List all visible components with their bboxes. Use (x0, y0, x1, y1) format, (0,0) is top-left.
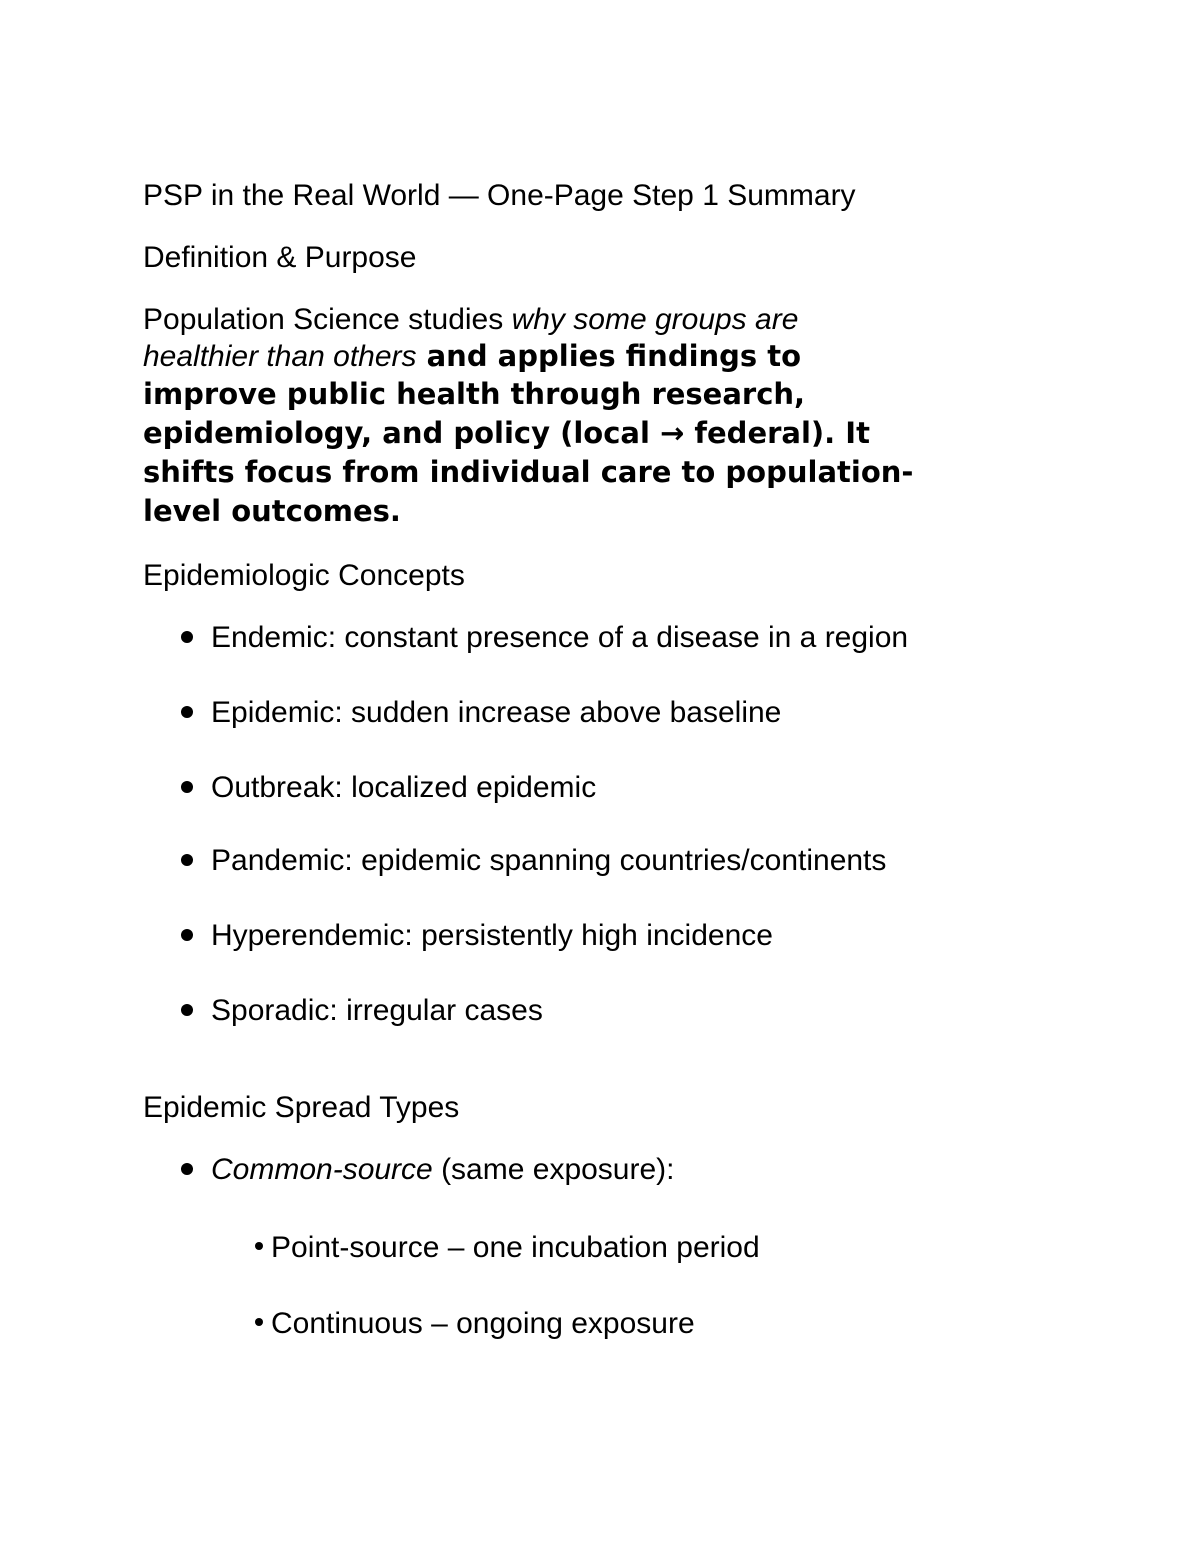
paragraph-bold-line: epidemiology, and policy (local → federal). It (143, 416, 870, 450)
paragraph-italic-text: healthier than others (143, 340, 417, 373)
list-item-italic-text: Common-source (211, 1153, 433, 1186)
list-item (181, 620, 908, 656)
list-item (181, 843, 886, 879)
bullet-icon (181, 1004, 193, 1016)
definition-paragraph (143, 302, 1063, 531)
paragraph-bold-line: shifts focus from individual care to population- (143, 455, 914, 489)
paragraph-italic-text: why some groups are (511, 303, 799, 336)
list-item-text: (same exposure): (432, 1153, 675, 1186)
list-item (181, 918, 773, 954)
paragraph-line-1 (143, 302, 1063, 338)
section-heading-concepts: Epidemiologic Concepts (143, 559, 465, 592)
section-heading-definition: Definition & Purpose (143, 241, 417, 274)
document-title: PSP in the Real World — One-Page Step 1 Summary (143, 179, 856, 212)
bullet-icon (181, 781, 193, 793)
bullet-icon (181, 631, 193, 643)
list-item-text: Epidemic: sudden increase above baseline (211, 696, 782, 729)
sub-list-item (255, 1306, 695, 1342)
sub-bullet-icon (255, 1318, 263, 1326)
list-item (181, 770, 596, 806)
sub-list-item-text: Point-source – one incubation period (271, 1231, 760, 1264)
paragraph-bold-line: level outcomes. (143, 494, 401, 528)
bullet-icon (181, 854, 193, 866)
list-item-text: Sporadic: irregular cases (211, 994, 543, 1027)
bullet-icon (181, 929, 193, 941)
paragraph-bold-line: improve public health through research, (143, 377, 806, 411)
list-item (181, 1152, 675, 1188)
list-item (181, 993, 543, 1029)
paragraph-line-2 (143, 338, 1063, 375)
list-item-text: Pandemic: epidemic spanning countries/continents (211, 844, 887, 877)
list-item (181, 695, 781, 731)
paragraph-bold-text: and applies findings to (416, 339, 802, 373)
list-item-text: Hyperendemic: persistently high incidence (211, 919, 773, 952)
sub-list-item (255, 1230, 760, 1266)
list-item-text: Outbreak: localized epidemic (211, 771, 597, 804)
section-heading-spread: Epidemic Spread Types (143, 1091, 460, 1124)
bullet-icon (181, 1163, 193, 1175)
sub-list-item-text: Continuous – ongoing exposure (271, 1307, 695, 1340)
bullet-icon (181, 706, 193, 718)
paragraph-text: Population Science studies (143, 303, 512, 336)
list-item-text: Endemic: constant presence of a disease in a region (211, 621, 909, 654)
sub-bullet-icon (255, 1242, 263, 1250)
